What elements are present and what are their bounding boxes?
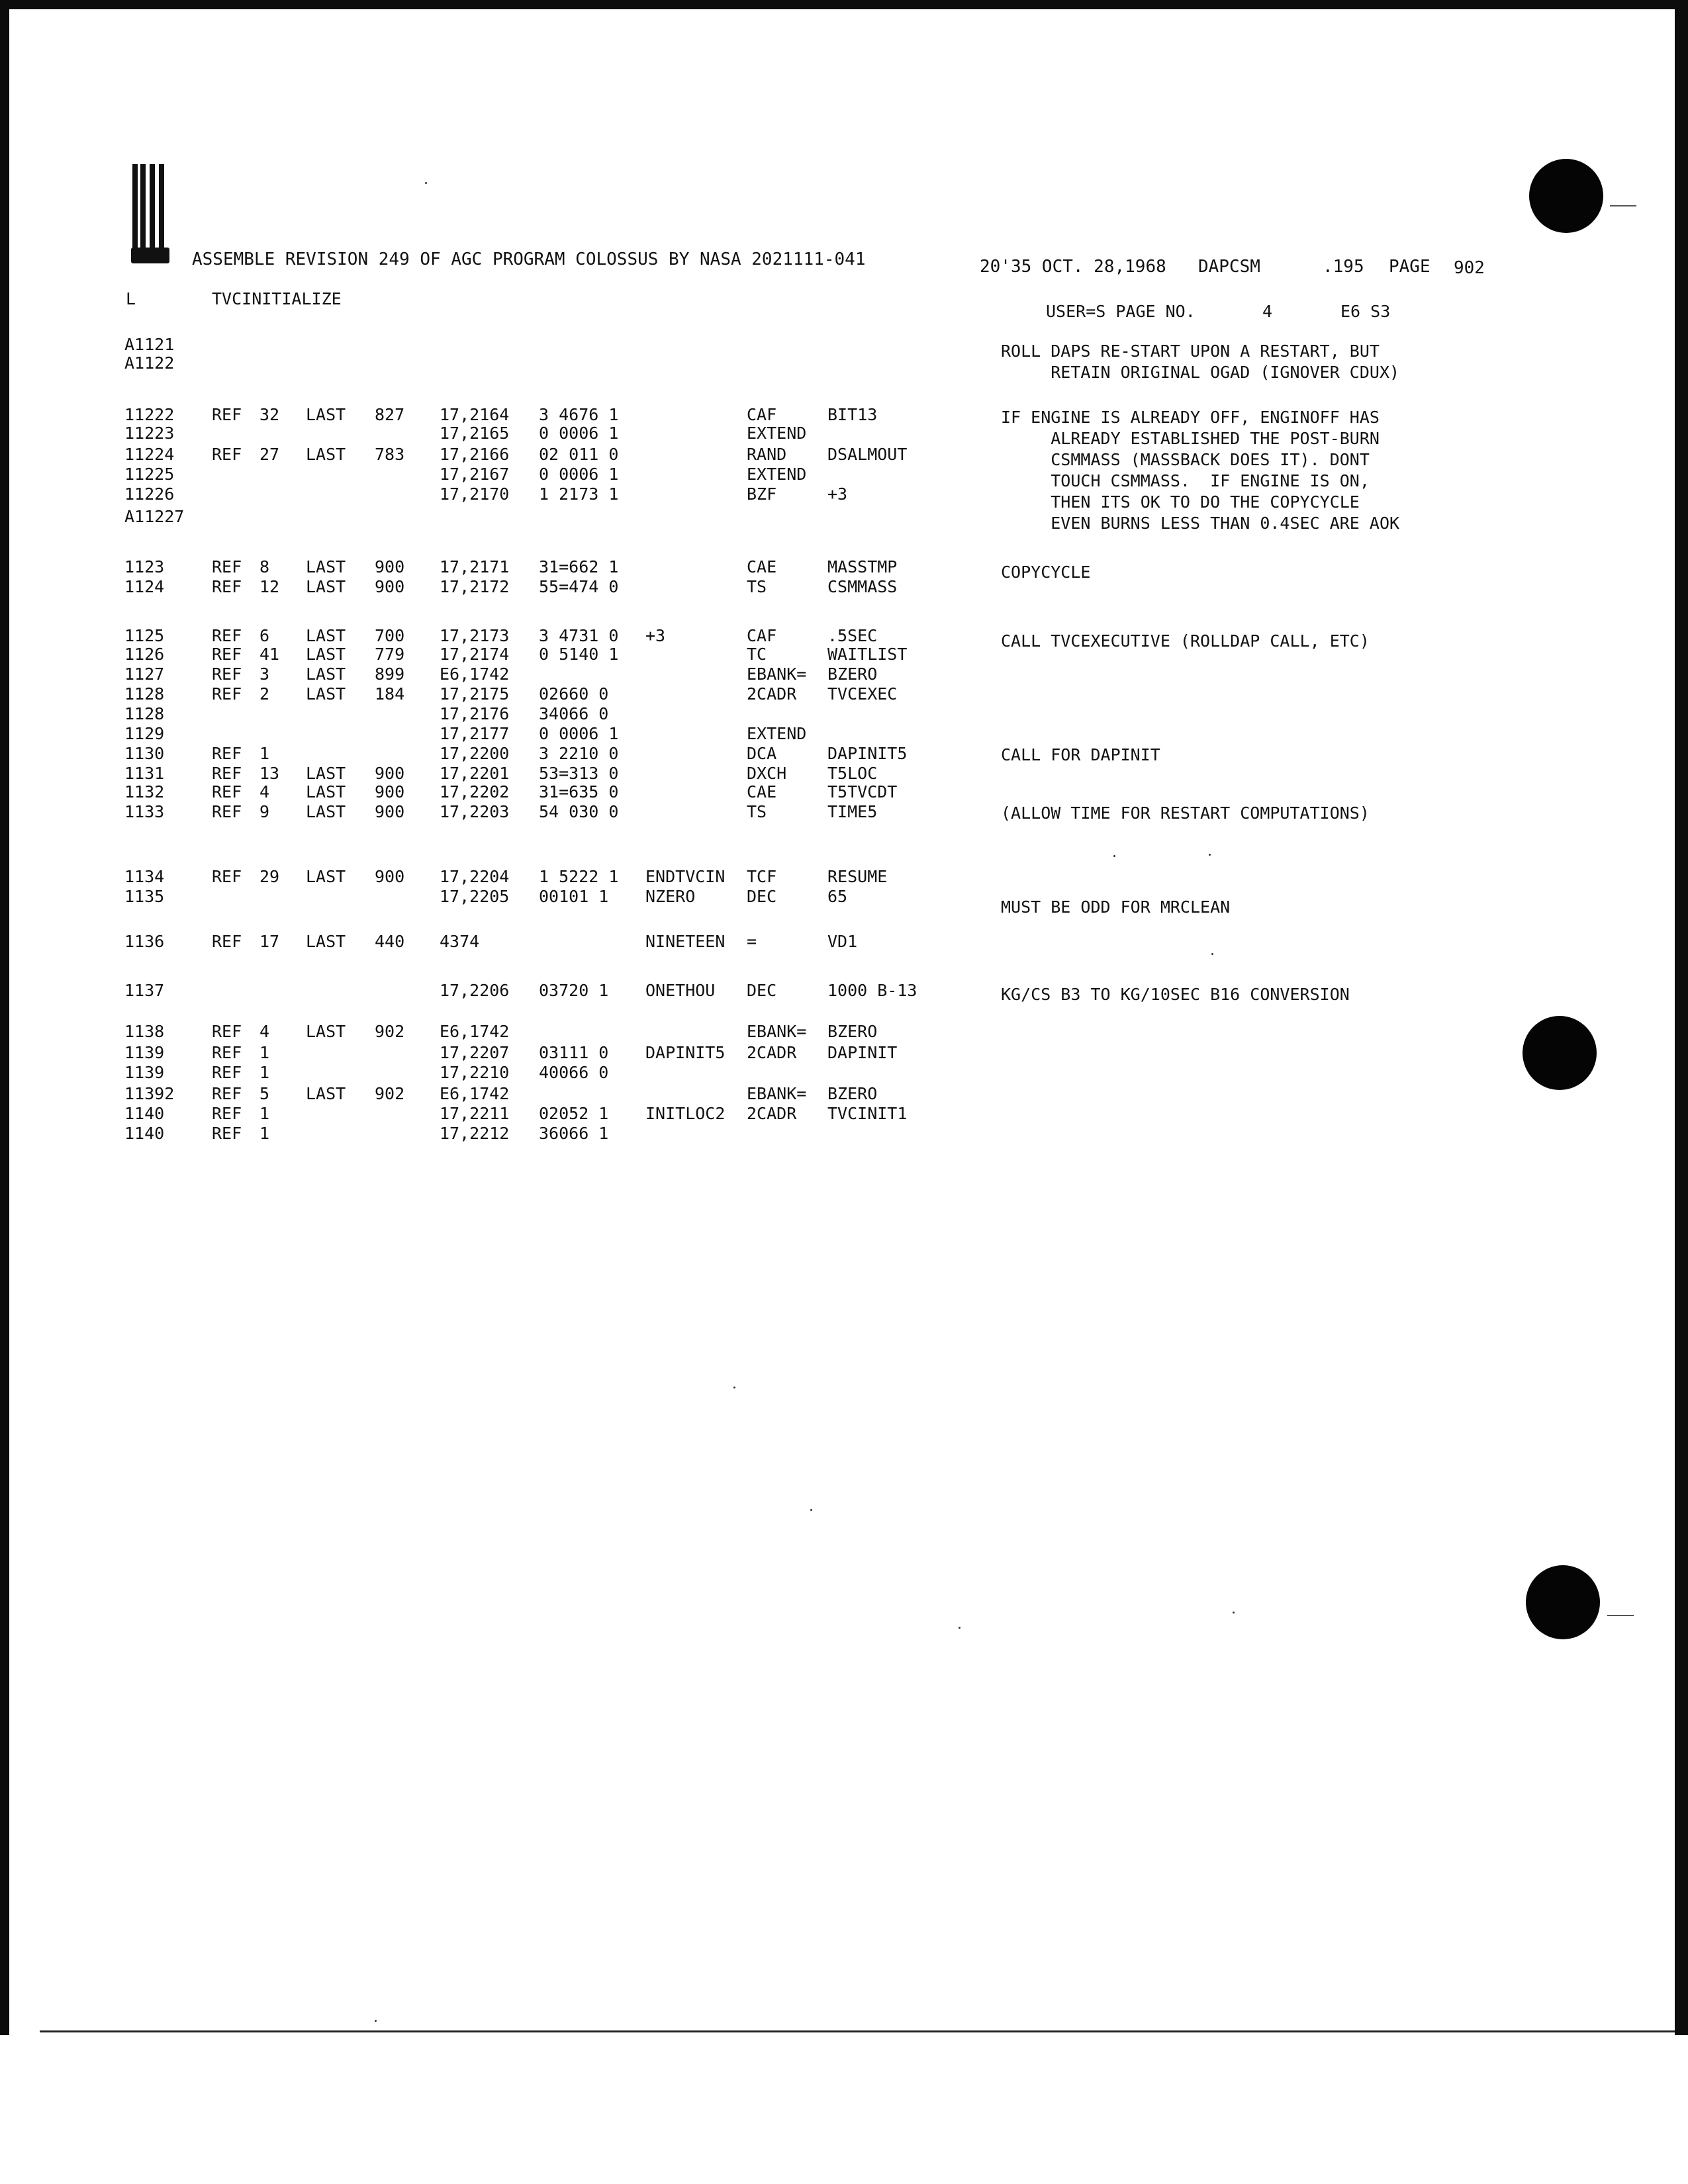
octal-code: 54 030 0 <box>539 802 619 821</box>
last-value: 900 <box>375 577 405 596</box>
user-page-number: 4 <box>1262 302 1273 321</box>
line-number: 1125 <box>124 626 165 645</box>
listing-module: DAPCSM <box>1198 257 1260 277</box>
listing-title: ASSEMBLE REVISION 249 OF AGC PROGRAM COLOSSUS BY NASA 2021111-041 <box>192 250 866 269</box>
octal-code: 53=313 0 <box>539 764 619 783</box>
ref-keyword: REF <box>212 1084 242 1103</box>
ref-count: 2 <box>259 684 270 704</box>
scan-speck <box>375 2020 377 2022</box>
ref-keyword: REF <box>212 1043 242 1062</box>
address: 17,2175 <box>440 684 510 704</box>
line-number: A1122 <box>124 353 175 373</box>
ref-keyword: REF <box>212 445 242 464</box>
symbol-label: INITLOC2 <box>645 1104 726 1123</box>
operand: VD1 <box>827 932 858 951</box>
line-number: 1123 <box>124 557 165 576</box>
page-label: PAGE <box>1389 257 1430 277</box>
scan-speck <box>1211 953 1213 955</box>
opcode: 2CADR <box>747 1043 797 1062</box>
octal-code: 02 011 0 <box>539 445 619 464</box>
address: 17,2201 <box>440 764 510 783</box>
symbol-label: ENDTVCIN <box>645 867 726 886</box>
octal-code: 00101 1 <box>539 887 609 906</box>
address: 17,2204 <box>440 867 510 886</box>
listing-version: .195 <box>1323 257 1364 277</box>
address: 17,2210 <box>440 1063 510 1082</box>
last-keyword: LAST <box>306 764 346 783</box>
operand: CSMMASS <box>827 577 898 596</box>
operand: BZERO <box>827 1084 878 1103</box>
opcode: CAE <box>747 557 777 576</box>
listing-l-marker: L <box>126 289 136 308</box>
address: 17,2171 <box>440 557 510 576</box>
last-keyword: LAST <box>306 405 346 424</box>
address: 17,2170 <box>440 484 510 504</box>
line-number: 11225 <box>124 465 175 484</box>
address: 17,2212 <box>440 1124 510 1143</box>
operand: RESUME <box>827 867 888 886</box>
operand: BZERO <box>827 1022 878 1041</box>
ref-keyword: REF <box>212 684 242 704</box>
last-keyword: LAST <box>306 932 346 951</box>
ref-keyword: REF <box>212 577 242 596</box>
last-keyword: LAST <box>306 445 346 464</box>
octal-code: 0 5140 1 <box>539 645 619 664</box>
comment: TOUCH CSMMASS. IF ENGINE IS ON, <box>1001 471 1370 490</box>
ref-keyword: REF <box>212 867 242 886</box>
line-number: A11227 <box>124 507 185 526</box>
operand: DSALMOUT <box>827 445 908 464</box>
last-value: 700 <box>375 626 405 645</box>
line-number: 1127 <box>124 664 165 684</box>
octal-code: 1 2173 1 <box>539 484 619 504</box>
line-number: 11223 <box>124 424 175 443</box>
ref-keyword: REF <box>212 664 242 684</box>
last-keyword: LAST <box>306 664 346 684</box>
scan-speck <box>425 182 427 184</box>
address: 17,2202 <box>440 782 510 801</box>
ref-keyword: REF <box>212 645 242 664</box>
opcode: TCF <box>747 867 777 886</box>
last-value: 902 <box>375 1022 405 1041</box>
line-number: 1129 <box>124 724 165 743</box>
address: 17,2164 <box>440 405 510 424</box>
address: 17,2166 <box>440 445 510 464</box>
octal-code: 34066 0 <box>539 704 609 723</box>
address: 17,2173 <box>440 626 510 645</box>
octal-code: 1 5222 1 <box>539 867 619 886</box>
comment: KG/CS B3 TO KG/10SEC B16 CONVERSION <box>1001 985 1350 1004</box>
octal-code: 02052 1 <box>539 1104 609 1123</box>
address: 17,2200 <box>440 744 510 763</box>
last-value: 779 <box>375 645 405 664</box>
comment: CSMMASS (MASSBACK DOES IT). DONT <box>1001 450 1370 469</box>
scan-speck <box>959 1627 961 1629</box>
scan-speck <box>1233 1612 1235 1614</box>
line-number: 1134 <box>124 867 165 886</box>
ref-count: 6 <box>259 626 270 645</box>
ref-keyword: REF <box>212 1022 242 1041</box>
last-value: 900 <box>375 557 405 576</box>
ref-count: 17 <box>259 932 280 951</box>
routine-name: TVCINITIALIZE <box>212 289 342 308</box>
ref-keyword: REF <box>212 1124 242 1143</box>
line-number: 1128 <box>124 684 165 704</box>
address: 17,2205 <box>440 887 510 906</box>
opcode: EXTEND <box>747 465 807 484</box>
line-number: 1140 <box>124 1104 165 1123</box>
opcode: CAF <box>747 405 777 424</box>
operand: 65 <box>827 887 848 906</box>
opcode: 2CADR <box>747 1104 797 1123</box>
operand: DAPINIT <box>827 1043 898 1062</box>
ebank-label: E6 S3 <box>1340 302 1391 321</box>
ref-keyword: REF <box>212 405 242 424</box>
last-keyword: LAST <box>306 867 346 886</box>
last-keyword: LAST <box>306 1084 346 1103</box>
line-number: 1131 <box>124 764 165 783</box>
comment: CALL TVCEXECUTIVE (ROLLDAP CALL, ETC) <box>1001 631 1370 651</box>
user-page-label: USER=S PAGE NO. <box>1046 302 1196 321</box>
octal-code: 36066 1 <box>539 1124 609 1143</box>
ref-keyword: REF <box>212 557 242 576</box>
address: 17,2167 <box>440 465 510 484</box>
line-number: 1132 <box>124 782 165 801</box>
line-number: 1138 <box>124 1022 165 1041</box>
ref-keyword: REF <box>212 932 242 951</box>
octal-code: 31=662 1 <box>539 557 619 576</box>
comment: (ALLOW TIME FOR RESTART COMPUTATIONS) <box>1001 803 1370 823</box>
operand: T5LOC <box>827 764 878 783</box>
octal-code: 31=635 0 <box>539 782 619 801</box>
ref-count: 1 <box>259 1104 270 1123</box>
line-number: 11226 <box>124 484 175 504</box>
last-value: 783 <box>375 445 405 464</box>
octal-code: 3 4676 1 <box>539 405 619 424</box>
line-number: 1139 <box>124 1043 165 1062</box>
line-number: 1135 <box>124 887 165 906</box>
address: E6,1742 <box>440 1022 510 1041</box>
operand: BIT13 <box>827 405 878 424</box>
last-keyword: LAST <box>306 577 346 596</box>
last-value: 184 <box>375 684 405 704</box>
ref-count: 1 <box>259 1043 270 1062</box>
line-number: 11222 <box>124 405 175 424</box>
scan-speck <box>1209 854 1211 856</box>
ref-count: 3 <box>259 664 270 684</box>
ref-count: 1 <box>259 744 270 763</box>
address: 17,2176 <box>440 704 510 723</box>
octal-code: 3 2210 0 <box>539 744 619 763</box>
opcode: 2CADR <box>747 684 797 704</box>
address: E6,1742 <box>440 664 510 684</box>
ref-keyword: REF <box>212 626 242 645</box>
octal-code: 0 0006 1 <box>539 424 619 443</box>
opcode: EXTEND <box>747 724 807 743</box>
operand: DAPINIT5 <box>827 744 908 763</box>
line-number: 11224 <box>124 445 175 464</box>
address: 17,2165 <box>440 424 510 443</box>
line-number: 1124 <box>124 577 165 596</box>
last-keyword: LAST <box>306 802 346 821</box>
scan-speck <box>1113 855 1115 857</box>
last-value: 900 <box>375 802 405 821</box>
opcode: DCA <box>747 744 777 763</box>
octal-code: 03111 0 <box>539 1043 609 1062</box>
last-keyword: LAST <box>306 1022 346 1041</box>
line-number: 1140 <box>124 1124 165 1143</box>
last-keyword: LAST <box>306 684 346 704</box>
address: E6,1742 <box>440 1084 510 1103</box>
punch-hole-icon <box>1526 1565 1600 1639</box>
ref-count: 4 <box>259 782 270 801</box>
octal-code: 55=474 0 <box>539 577 619 596</box>
octal-code: 0 0006 1 <box>539 465 619 484</box>
line-number: A1121 <box>124 335 175 354</box>
address: 17,2174 <box>440 645 510 664</box>
page-number: 902 <box>1454 258 1485 278</box>
listing-timestamp: 20'35 OCT. 28,1968 <box>980 257 1166 277</box>
comment: COPYCYCLE <box>1001 563 1091 582</box>
opcode: EBANK= <box>747 664 807 684</box>
operand: TVCEXEC <box>827 684 898 704</box>
line-number: 11392 <box>124 1084 175 1103</box>
operand: BZERO <box>827 664 878 684</box>
scan-mark <box>1607 1615 1634 1616</box>
ref-count: 1 <box>259 1063 270 1082</box>
last-value: 900 <box>375 764 405 783</box>
ref-count: 32 <box>259 405 280 424</box>
punch-hole-icon <box>1529 159 1603 233</box>
opcode: DEC <box>747 887 777 906</box>
address: 17,2211 <box>440 1104 510 1123</box>
symbol-label: NINETEEN <box>645 932 726 951</box>
opcode: CAF <box>747 626 777 645</box>
last-keyword: LAST <box>306 557 346 576</box>
ref-count: 5 <box>259 1084 270 1103</box>
ref-keyword: REF <box>212 1104 242 1123</box>
opcode: DXCH <box>747 764 787 783</box>
line-number: 1133 <box>124 802 165 821</box>
octal-code: 0 0006 1 <box>539 724 619 743</box>
punch-hole-icon <box>1523 1016 1597 1090</box>
line-number: 1139 <box>124 1063 165 1082</box>
last-value: 440 <box>375 932 405 951</box>
opcode: TS <box>747 802 767 821</box>
opcode: TS <box>747 577 767 596</box>
scan-border-bottom <box>40 2030 1675 2032</box>
comment: IF ENGINE IS ALREADY OFF, ENGINOFF HAS <box>1001 408 1380 427</box>
opcode: EBANK= <box>747 1022 807 1041</box>
last-keyword: LAST <box>306 626 346 645</box>
printout-logo-icon <box>131 164 169 263</box>
scan-speck <box>733 1387 735 1388</box>
operand: MASSTMP <box>827 557 898 576</box>
line-number: 1128 <box>124 704 165 723</box>
address: 17,2203 <box>440 802 510 821</box>
last-keyword: LAST <box>306 645 346 664</box>
ref-count: 27 <box>259 445 280 464</box>
ref-count: 12 <box>259 577 280 596</box>
last-value: 900 <box>375 782 405 801</box>
operand: WAITLIST <box>827 645 908 664</box>
symbol-label: +3 <box>645 626 666 645</box>
last-value: 827 <box>375 405 405 424</box>
operand: TIME5 <box>827 802 878 821</box>
line-number: 1136 <box>124 932 165 951</box>
comment: MUST BE ODD FOR MRCLEAN <box>1001 897 1231 917</box>
operand: T5TVCDT <box>827 782 898 801</box>
comment: EVEN BURNS LESS THAN 0.4SEC ARE AOK <box>1001 514 1400 533</box>
octal-code: 40066 0 <box>539 1063 609 1082</box>
opcode: = <box>747 932 757 951</box>
opcode: EXTEND <box>747 424 807 443</box>
scan-border-right <box>1675 0 1688 2035</box>
ref-count: 8 <box>259 557 270 576</box>
comment: CALL FOR DAPINIT <box>1001 745 1160 764</box>
last-value: 899 <box>375 664 405 684</box>
comment: THEN ITS OK TO DO THE COPYCYCLE <box>1001 492 1360 512</box>
address: 17,2177 <box>440 724 510 743</box>
last-value: 900 <box>375 867 405 886</box>
operand: .5SEC <box>827 626 878 645</box>
comment: ALREADY ESTABLISHED THE POST-BURN <box>1001 429 1380 448</box>
address: 4374 <box>440 932 480 951</box>
symbol-label: DAPINIT5 <box>645 1043 726 1062</box>
operand: TVCINIT1 <box>827 1104 908 1123</box>
scan-mark <box>1610 205 1636 206</box>
octal-code: 3 4731 0 <box>539 626 619 645</box>
operand: +3 <box>827 484 848 504</box>
ref-count: 41 <box>259 645 280 664</box>
line-number: 1126 <box>124 645 165 664</box>
ref-keyword: REF <box>212 744 242 763</box>
last-keyword: LAST <box>306 782 346 801</box>
address: 17,2206 <box>440 981 510 1000</box>
opcode: BZF <box>747 484 777 504</box>
ref-count: 9 <box>259 802 270 821</box>
octal-code: 02660 0 <box>539 684 609 704</box>
opcode: TC <box>747 645 767 664</box>
symbol-label: ONETHOU <box>645 981 716 1000</box>
comment: RETAIN ORIGINAL OGAD (IGNOVER CDUX) <box>1001 363 1400 382</box>
opcode: CAE <box>747 782 777 801</box>
ref-count: 1 <box>259 1124 270 1143</box>
line-number: 1137 <box>124 981 165 1000</box>
comment: ROLL DAPS RE-START UPON A RESTART, BUT <box>1001 341 1380 361</box>
address: 17,2207 <box>440 1043 510 1062</box>
line-number: 1130 <box>124 744 165 763</box>
ref-keyword: REF <box>212 764 242 783</box>
operand: 1000 B-13 <box>827 981 917 1000</box>
ref-keyword: REF <box>212 802 242 821</box>
symbol-label: NZERO <box>645 887 696 906</box>
last-value: 902 <box>375 1084 405 1103</box>
ref-keyword: REF <box>212 782 242 801</box>
scan-border-left <box>0 0 9 2035</box>
opcode: EBANK= <box>747 1084 807 1103</box>
ref-count: 13 <box>259 764 280 783</box>
scan-border-top <box>0 0 1688 9</box>
scan-speck <box>810 1509 812 1511</box>
opcode: DEC <box>747 981 777 1000</box>
ref-count: 4 <box>259 1022 270 1041</box>
opcode: RAND <box>747 445 787 464</box>
address: 17,2172 <box>440 577 510 596</box>
ref-keyword: REF <box>212 1063 242 1082</box>
octal-code: 03720 1 <box>539 981 609 1000</box>
ref-count: 29 <box>259 867 280 886</box>
